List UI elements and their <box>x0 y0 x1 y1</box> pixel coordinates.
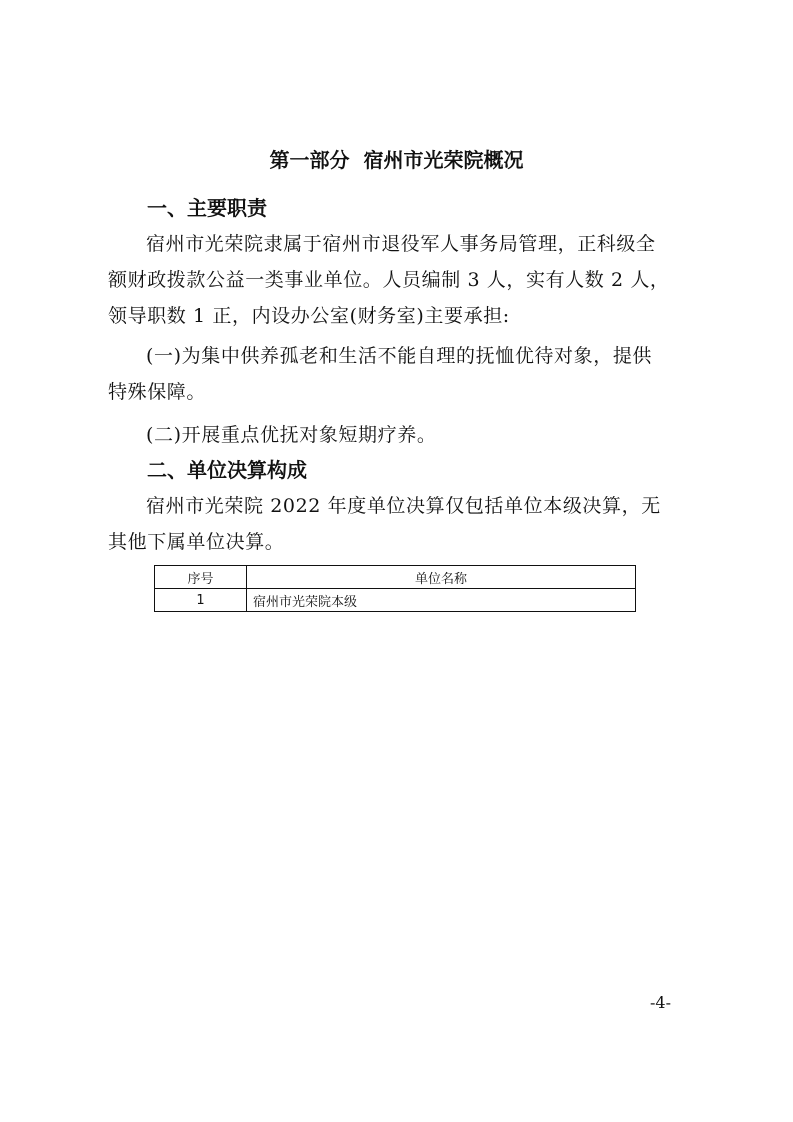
section-heading-composition: 二、单位决算构成 <box>147 458 307 482</box>
paragraph-line: 领导职数 1 正，内设办公室(财务室)主要承担: <box>108 305 510 327</box>
unit-table <box>154 565 636 612</box>
paragraph-composition <box>108 488 692 560</box>
paragraph-line: 宿州市光荣院 2022 年度单位决算仅包括单位本级决算，无 <box>146 495 661 517</box>
paragraph-line: (二)开展重点优抚对象短期疗养。 <box>146 424 437 446</box>
paragraph-duty-item-1 <box>108 338 692 410</box>
table-row <box>155 589 636 612</box>
paragraph-line: 特殊保障。 <box>108 381 207 403</box>
table-cell-index: 1 <box>155 589 247 612</box>
table-cell-unit-name: 宿州市光荣院本级 <box>247 589 636 612</box>
column-header-index: 序号 <box>155 566 247 589</box>
table-header-row <box>155 566 636 589</box>
paragraph-duty-item-2 <box>108 417 692 453</box>
paragraph-duties-intro <box>108 226 692 334</box>
column-header-unit-name: 单位名称 <box>247 566 636 589</box>
page-title: 第一部分 宿州市光荣院概况 <box>269 148 524 172</box>
paragraph-line: 宿州市光荣院隶属于宿州市退役军人事务局管理，正科级全 <box>146 233 656 255</box>
paragraph-line: 额财政拨款公益一类事业单位。人员编制 3 人，实有人数 2 人， <box>108 269 670 291</box>
section-heading-duties: 一、主要职责 <box>147 196 267 220</box>
page-number: -4- <box>650 993 671 1012</box>
paragraph-line: 其他下属单位决算。 <box>108 531 285 553</box>
paragraph-line: (一)为集中供养孤老和生活不能自理的抚恤优待对象，提供 <box>146 345 653 367</box>
